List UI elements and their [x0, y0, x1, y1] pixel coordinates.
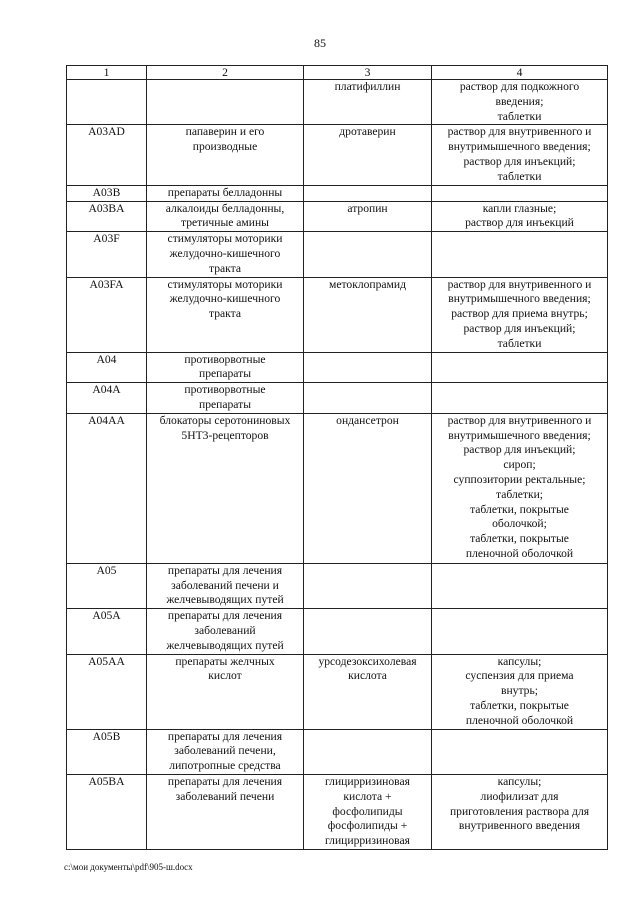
dosage-form-cell: раствор для внутривенного и внутримышечного введения; раствор для приема внутрь; раствор для инъекций; таблетки [432, 277, 608, 352]
dosage-form-cell [432, 729, 608, 774]
dosage-form-cell: капсулы; суспензия для приема внутрь; таблетки, покрытые пленочной оболочкой [432, 654, 608, 729]
group-name-cell: препараты для лечения заболеваний желчевыводящих путей [147, 609, 304, 654]
dosage-form-cell [432, 383, 608, 414]
atc-code-cell: A03FA [67, 277, 147, 352]
header-row [67, 66, 608, 80]
atc-code-cell: A04 [67, 352, 147, 383]
drug-name-cell [304, 383, 432, 414]
drug-table [66, 65, 608, 850]
page-number: 85 [314, 36, 326, 50]
atc-code-cell: A04AA [67, 413, 147, 563]
table-row [67, 80, 608, 125]
drug-name-cell: урсодезоксихолевая кислота [304, 654, 432, 729]
drug-name-cell: глицирризиновая кислота + фосфолипиды фосфолипиды + глицирризиновая [304, 774, 432, 849]
dosage-form-cell: раствор для внутривенного и внутримышечного введения; раствор для инъекций; сироп; суппозитории ректальные; таблетки; таблетки, покрытые оболочкой; таблетки, покрытые пленочной оболочкой [432, 413, 608, 563]
atc-code-cell: A03BA [67, 201, 147, 232]
atc-code-cell: A05AA [67, 654, 147, 729]
table-row [67, 774, 608, 849]
dosage-form-cell: капсулы; лиофилизат для приготовления раствора для внутривенного введения [432, 774, 608, 849]
table-row [67, 654, 608, 729]
group-name-cell: блокаторы серотониновых 5HT3-рецепторов [147, 413, 304, 563]
header-cell: 4 [432, 66, 608, 80]
dosage-form-cell: капли глазные; раствор для инъекций [432, 201, 608, 232]
drug-name-cell [304, 563, 432, 608]
atc-code-cell: A05A [67, 609, 147, 654]
drug-name-cell: ондансетрон [304, 413, 432, 563]
drug-name-cell [304, 232, 432, 277]
dosage-form-cell [432, 352, 608, 383]
drug-name-cell: метоклопрамид [304, 277, 432, 352]
table-row [67, 232, 608, 277]
table-row [67, 125, 608, 185]
group-name-cell: препараты белладонны [147, 185, 304, 201]
drug-name-cell: дротаверин [304, 125, 432, 185]
group-name-cell: препараты для лечения заболеваний печени [147, 774, 304, 849]
group-name-cell [147, 80, 304, 125]
atc-code-cell: A03F [67, 232, 147, 277]
table-row [67, 563, 608, 608]
atc-code-cell: A05BA [67, 774, 147, 849]
table-row [67, 201, 608, 232]
atc-code-cell: A05 [67, 563, 147, 608]
group-name-cell: стимуляторы моторики желудочно-кишечного тракта [147, 277, 304, 352]
group-name-cell: препараты для лечения заболеваний печени и желчевыводящих путей [147, 563, 304, 608]
group-name-cell: препараты для лечения заболеваний печени, липотропные средства [147, 729, 304, 774]
table-row [67, 729, 608, 774]
group-name-cell: стимуляторы моторики желудочно-кишечного тракта [147, 232, 304, 277]
dosage-form-cell [432, 232, 608, 277]
drug-name-cell [304, 609, 432, 654]
table-row [67, 609, 608, 654]
footer-file-path: c:\мои документы\pdf\905-ш.docx [64, 862, 193, 872]
dosage-form-cell: раствор для внутривенного и внутримышечного введения; раствор для инъекций; таблетки [432, 125, 608, 185]
dosage-form-cell [432, 563, 608, 608]
header-cell: 2 [147, 66, 304, 80]
group-name-cell: алкалоиды белладонны, третичные амины [147, 201, 304, 232]
atc-code-cell: A03AD [67, 125, 147, 185]
drug-name-cell: платифиллин [304, 80, 432, 125]
header-cell: 3 [304, 66, 432, 80]
table-row [67, 185, 608, 201]
table-row [67, 277, 608, 352]
drug-name-cell [304, 352, 432, 383]
atc-code-cell: A03B [67, 185, 147, 201]
dosage-form-cell: раствор для подкожного введения; таблетки [432, 80, 608, 125]
dosage-form-cell [432, 185, 608, 201]
group-name-cell: папаверин и его производные [147, 125, 304, 185]
drug-name-cell [304, 729, 432, 774]
table-row [67, 383, 608, 414]
group-name-cell: противорвотные препараты [147, 383, 304, 414]
header-cell: 1 [67, 66, 147, 80]
atc-code-cell: A05B [67, 729, 147, 774]
dosage-form-cell [432, 609, 608, 654]
table-row [67, 413, 608, 563]
atc-code-cell: A04A [67, 383, 147, 414]
group-name-cell: препараты желчных кислот [147, 654, 304, 729]
table-row [67, 352, 608, 383]
drug-name-cell [304, 185, 432, 201]
atc-code-cell [67, 80, 147, 125]
drug-name-cell: атропин [304, 201, 432, 232]
group-name-cell: противорвотные препараты [147, 352, 304, 383]
